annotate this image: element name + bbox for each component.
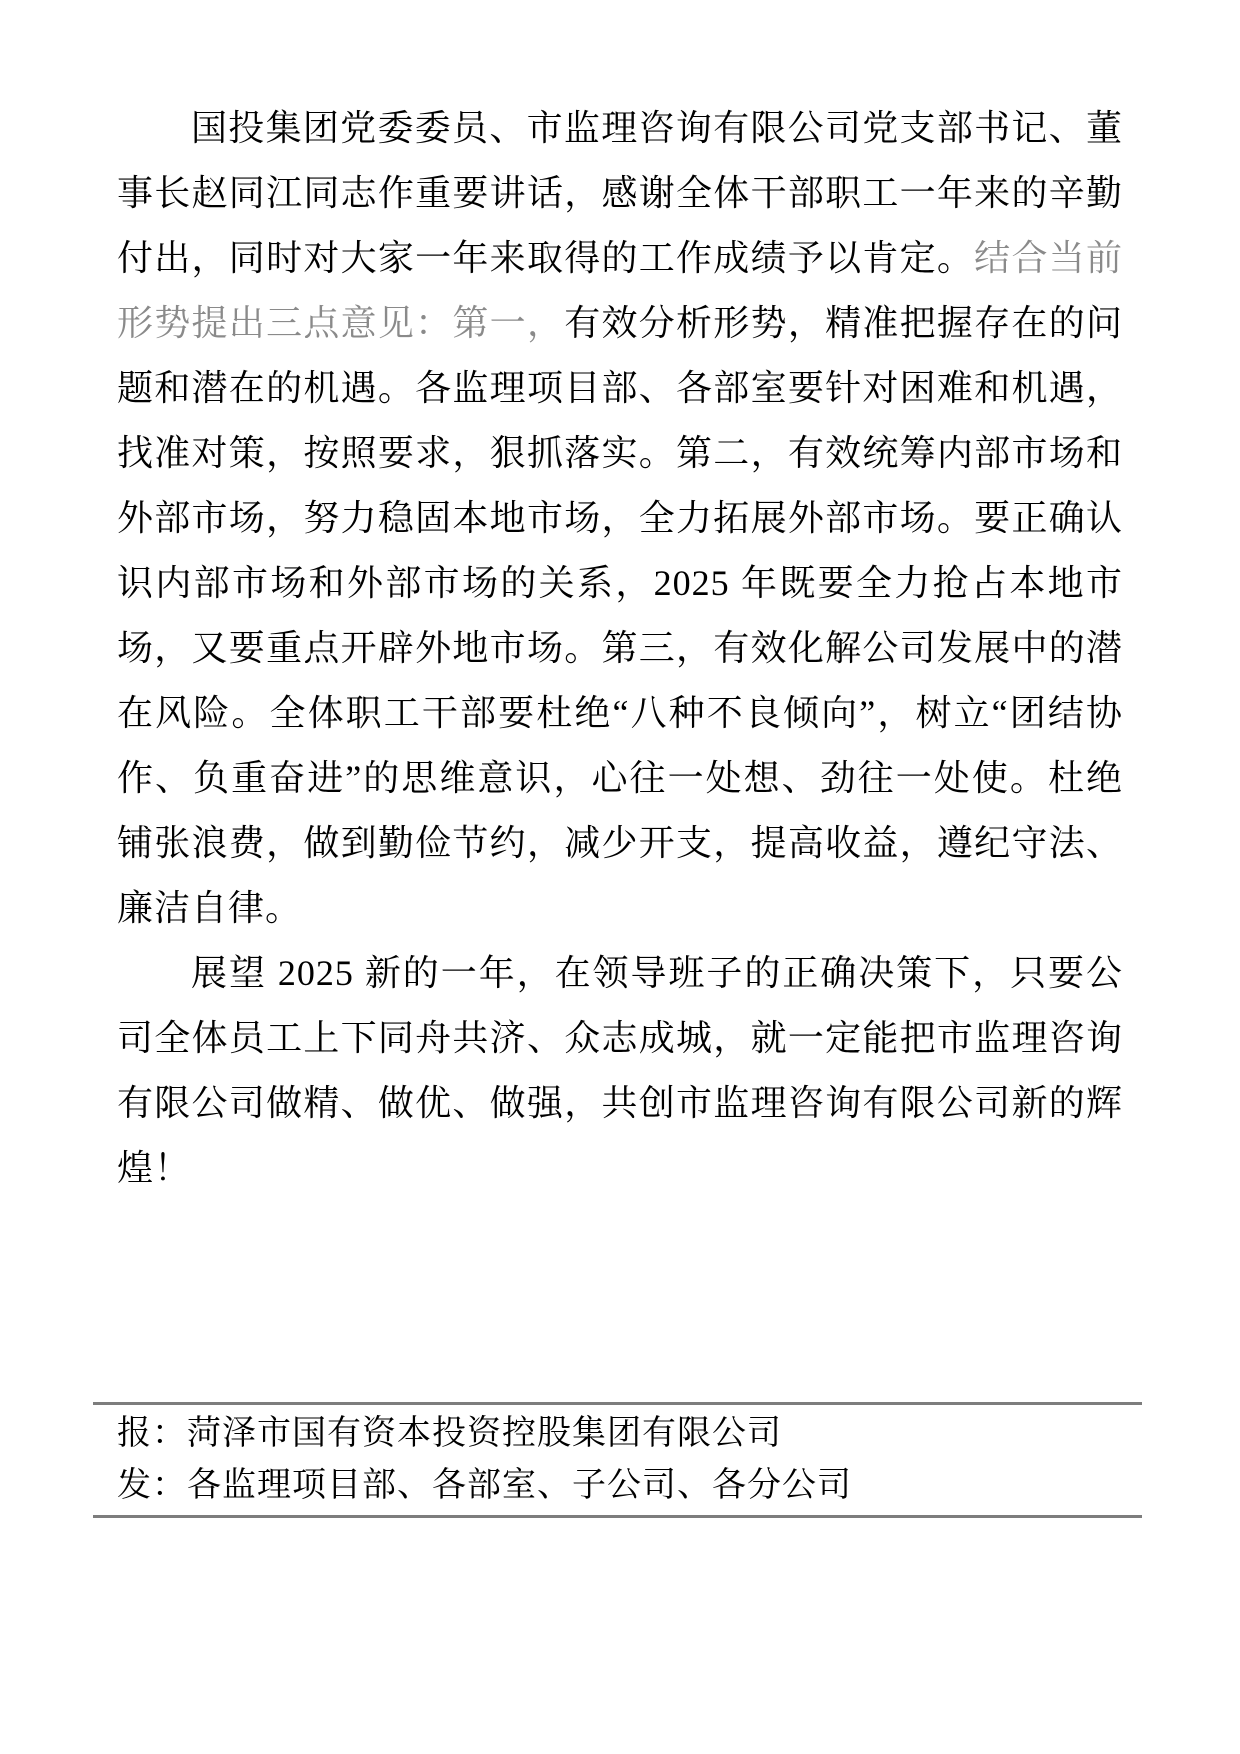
text-segment: 国投集团党委委员、市监理咨询有限公司党支部书记、董事长赵同江同志作重要讲话，感谢全体干部职工一年来的辛勤付出，同时对大家一年来取得的工作成绩予以肯定。 (117, 108, 1123, 278)
footer-distribution-block (93, 1402, 1142, 1518)
text-segment: 展望 2025 新的一年，在领导班子的正确决策下，只要公司全体员工上下同舟共济、众志成城，就一定能把市监理咨询有限公司做精、做优、做强，共创市监理咨询有限公司新的辉煌！ (117, 953, 1123, 1188)
text-segment: 有效分析形势，精准把握存在的问题和潜在的机遇。各监理项目部、各部室要针对困难和机遇，找准对策，按照要求，狠抓落实。第二，有效统筹内部市场和外部市场，努力稳固本地市场，全力拓展外部市场。要正确认识内部市场和外部市场的关系，2025 年既要全力抢占本地市场，又要重点开辟外地市场。第三，有效化解公司发展中的潜在风险。全体职工干部要杜绝“八种不良倾向”，树立“团结协作、负重奋进”的思维意识，心往一处想、劲往一处使。杜绝铺张浪费，做到勤俭节约，减少开支，提高收益，遵纪守法、廉洁自律。 (117, 303, 1123, 928)
paragraph-speech (117, 96, 1123, 941)
muted-text-segment: 结合当前形势提出三点意见：第一， (117, 238, 1123, 343)
footer-distribution-line: 发：各监理项目部、各部室、子公司、各分公司 (117, 1467, 852, 1504)
footer-report-line: 报：菏泽市国有资本投资控股集团有限公司 (117, 1415, 782, 1452)
paragraph-outlook (117, 941, 1123, 1201)
document-body (117, 96, 1123, 1201)
